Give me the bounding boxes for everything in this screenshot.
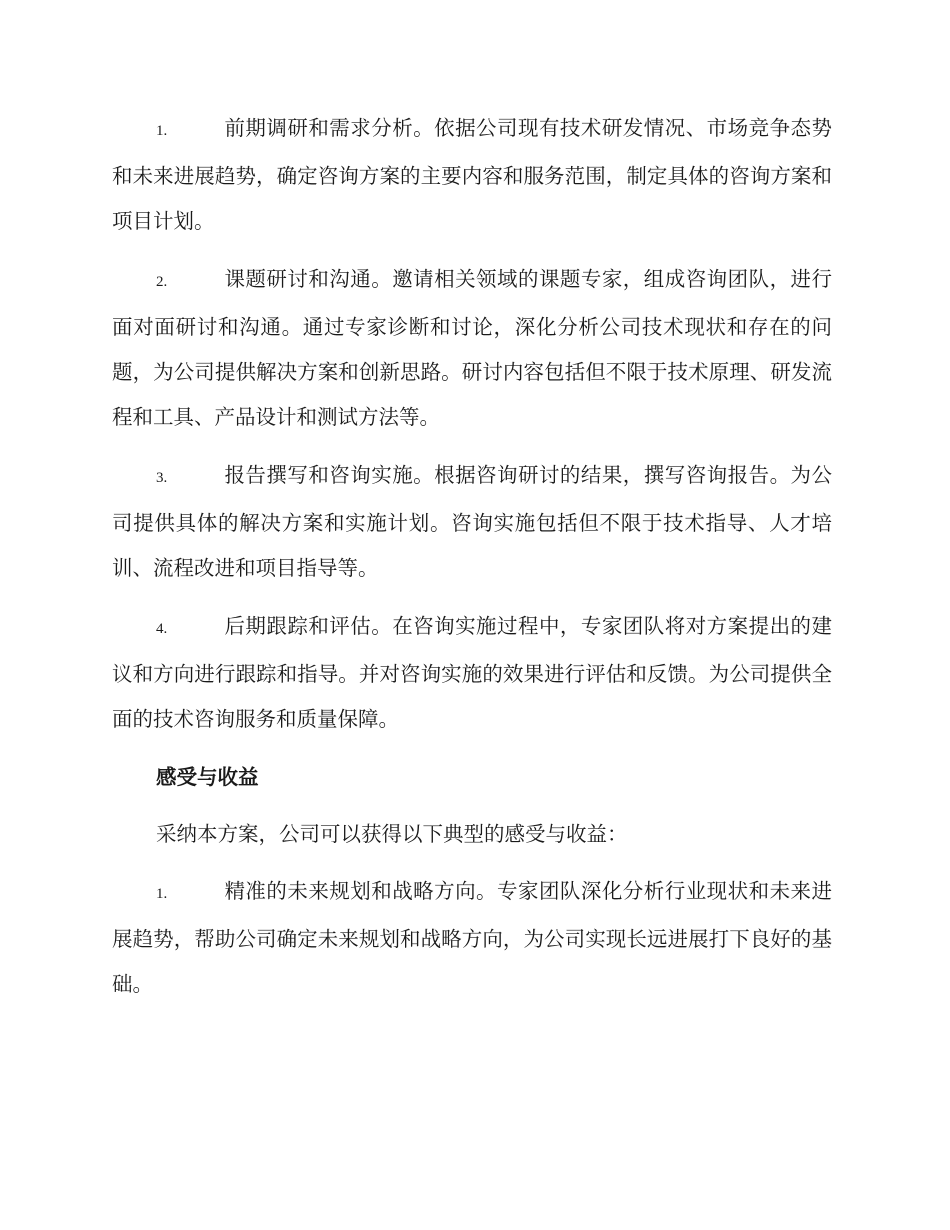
list-number: 2. xyxy=(156,274,168,290)
section-heading: 感受与收益 xyxy=(156,765,259,789)
list-text: 后期跟踪和评估。在咨询实施过程中，专家团队将对方案提出的建议和方向进行跟踪和指导。并对咨询实施的效果进行评估和反馈。为公司提供全面的技术咨询服务和质量保障。 xyxy=(112,614,832,731)
list-number: 4. xyxy=(156,621,168,637)
list-item xyxy=(112,869,832,1007)
list-number: 1. xyxy=(156,123,168,139)
list-number: 3. xyxy=(156,470,168,486)
list-text: 精准的未来规划和战略方向。专家团队深化分析行业现状和未来进展趋势，帮助公司确定未来规划和战略方向，为公司实现长远进展打下良好的基础。 xyxy=(112,879,832,996)
list-item xyxy=(112,257,832,440)
document-page xyxy=(112,106,832,1020)
list-text: 课题研讨和沟通。邀请相关领域的课题专家，组成咨询团队，进行面对面研讨和沟通。通过专家诊断和讨论，深化分析公司技术现状和存在的问题，为公司提供解决方案和创新思路。研讨内容包括但不限于技术原理、研发流程和工具、产品设计和测试方法等。 xyxy=(112,267,832,429)
list-text: 前期调研和需求分析。依据公司现有技术研发情况、市场竞争态势和未来进展趋势，确定咨询方案的主要内容和服务范围，制定具体的咨询方案和项目计划。 xyxy=(112,116,832,233)
list-item xyxy=(112,106,832,244)
list-number: 1. xyxy=(156,886,168,902)
intro-paragraph: 采纳本方案，公司可以获得以下典型的感受与收益： xyxy=(156,822,628,846)
list-item xyxy=(112,604,832,742)
list-item xyxy=(112,453,832,591)
list-text: 报告撰写和咨询实施。根据咨询研讨的结果，撰写咨询报告。为公司提供具体的解决方案和实施计划。咨询实施包括但不限于技术指导、人才培训、流程改进和项目指导等。 xyxy=(112,463,832,580)
